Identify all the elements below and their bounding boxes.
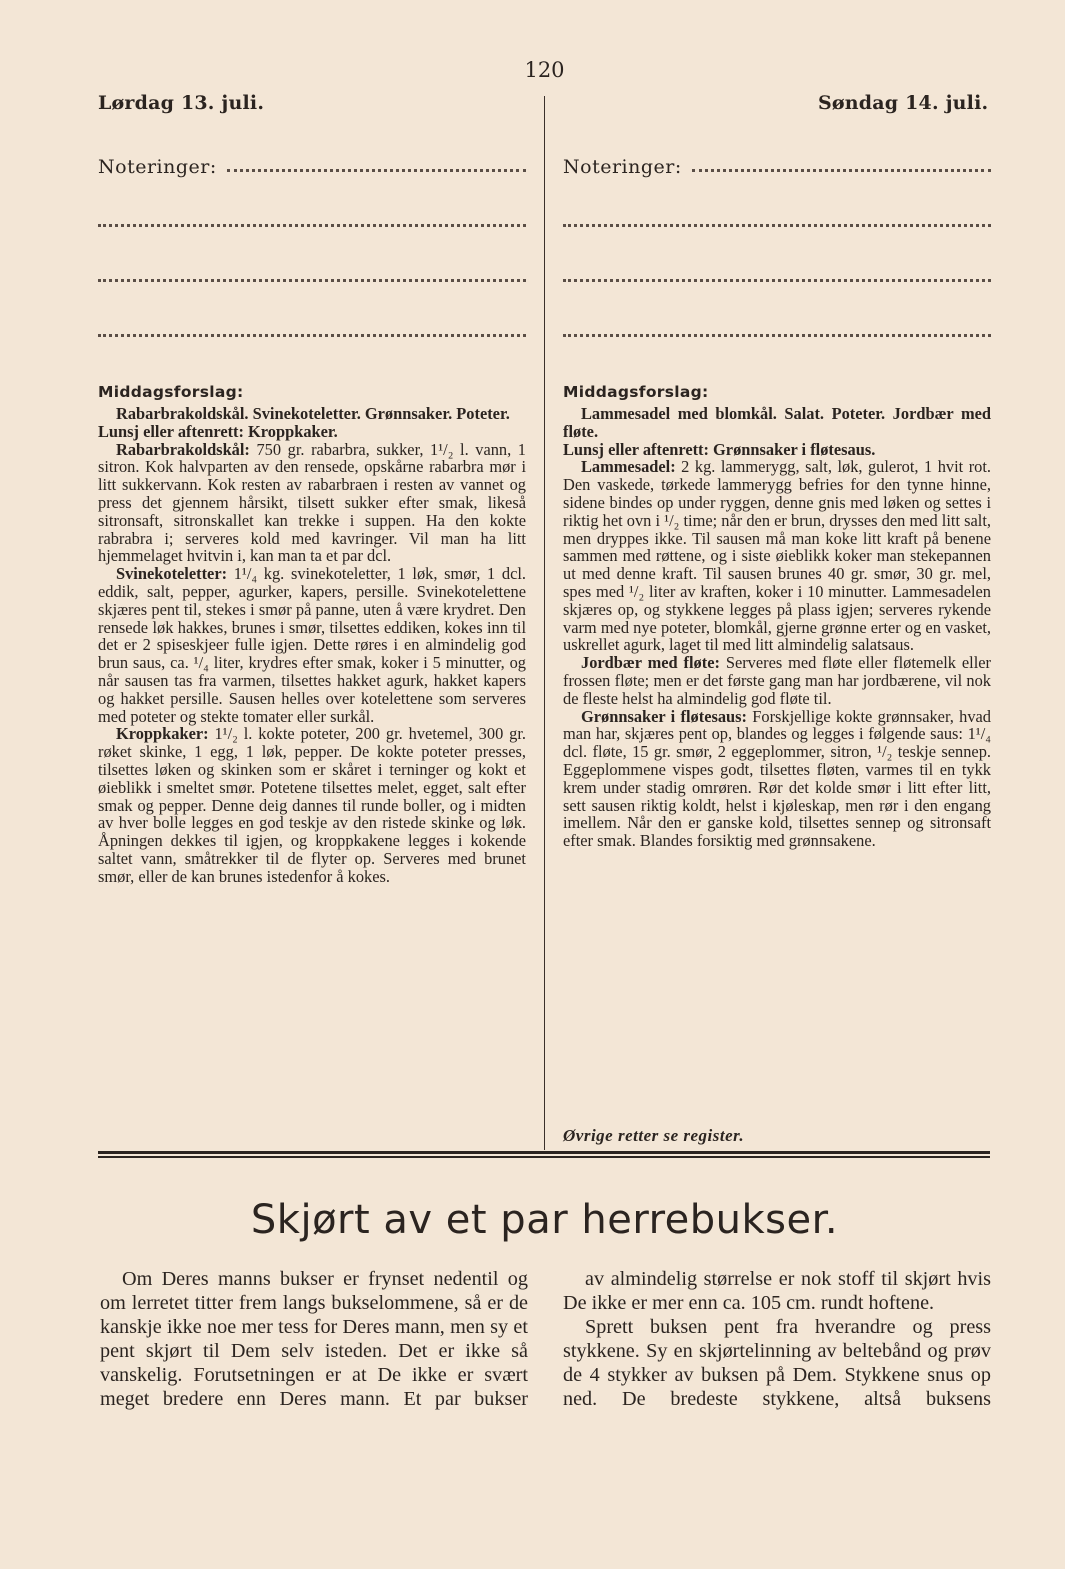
left-column	[98, 150, 526, 886]
right-notes-line	[563, 233, 991, 288]
page-number: 120	[524, 58, 565, 82]
dotted-line	[98, 212, 526, 227]
left-middag-label: Middagsforslag:	[98, 383, 244, 401]
article-paragraph: Om Deres manns bukser er frynset nedentil og om lerretet titter frem langs bukselommene, så er de kanskje ikke noe mer tess for Deres mann, men sy et pent skjørt til Dem selv isteden. Det er ikke så vanskelig. Forutsetningen er at De ikke er svært meget bredere enn Deres mann. Et par bukser	[100, 1268, 528, 1411]
dotted-line	[227, 157, 526, 172]
recipe-heading: Rabarbrakoldskål. Svinekoteletter. Grønnsaker. Poteter.	[116, 404, 510, 423]
recipe-heading: Rabarbrakoldskål:	[116, 439, 250, 459]
article-title: Skjørt av et par herrebukser.	[250, 1197, 839, 1243]
recipe-heading: Grønnsaker i fløtesaus:	[581, 706, 747, 726]
recipe-text: 1¹/₂ l. kokte poteter, 200 gr. hvetemel, 300 gr. røket skinke, 1 egg, 1 løk, pepper. De kokte poteter presses, tilsettes løken og skinken som er skåret i terninger og kokt et øieblikk i smeltet smør. Potetene tilsettes melet, egget, salt efter smak og pepper. Denne deig dannes til runde boller, og i midten av hver bolle legges en god teskje av den ristede skinke og løk. Åpningen dekkes til igjen, og kroppkakene legges i kokende saltet vann, småtrekker til de flyter op. Serveres med brunet smør, eller de kan brunes istedenfor å kokes.	[98, 724, 526, 886]
dotted-line	[98, 267, 526, 282]
right-day-heading: Søndag 14. juli.	[818, 92, 989, 114]
recipe-paragraph	[563, 654, 991, 707]
recipe-paragraph	[563, 441, 991, 459]
dotted-line	[692, 157, 991, 172]
recipe-paragraph	[563, 405, 991, 441]
dotted-line	[98, 322, 526, 337]
article-right-column	[563, 1267, 991, 1412]
recipe-heading: Kroppkaker:	[116, 724, 209, 744]
recipe-paragraph	[563, 458, 991, 654]
section-rule	[98, 1151, 990, 1154]
left-notes-line	[98, 288, 526, 343]
right-middag-label: Middagsforslag:	[563, 383, 709, 401]
left-recipes	[98, 405, 526, 886]
recipe-text: Forskjellige kokte grønnsaker, hvad man har, skjæres pent op, blandes og legges i følgende saus: 1¹/₄ dcl. fløte, 15 gr. smør, 2 eggeplommer, sitron, ¹/₂ teskje sennep. Eggeplommene vispes godt, tilsettes fløten, varmes til en tykk krem under stadig omrøren. Rør det kolde smør i litt efter litt, sett sausen riktig koldt, helst i kjøleskap, men rør i den engang imellem. Når den er ganske kold, tilsettes sennep og sitronsaft efter smak. Blandes forsiktig med grønnsakene.	[563, 706, 991, 851]
left-notes-line	[98, 178, 526, 233]
recipe-heading: Lunsj eller aftenrett: Grønnsaker i fløtesaus.	[563, 439, 876, 459]
right-recipes	[563, 405, 991, 850]
recipe-paragraph	[98, 565, 526, 725]
left-notes-line	[98, 233, 526, 288]
right-notes-line	[563, 178, 991, 233]
dotted-line	[563, 212, 991, 227]
recipe-paragraph	[98, 441, 526, 566]
article-paragraph: av almindelig størrelse er nok stoff til skjørt hvis De ikke er mer enn ca. 105 cm. rundt hoftene.	[563, 1268, 991, 1315]
recipe-paragraph	[563, 708, 991, 850]
recipe-paragraph	[98, 423, 526, 441]
recipe-text: 1¹/₄ kg. svinekoteletter, 1 løk, smør, 1 dcl. eddik, salt, pepper, agurker, kapers, persille. Svinekotelettene skjæres pent til, stekes i smør på panne, uten å være krydret. Den rensede løk hakkes, brunes i smør, tilsettes eddiken, kokes inn til det er 2 spiseskjeer fulle igjen. Dette røres i en almindelig god brun saus, ca. ¹/₄ liter, krydres efter smak, koker i 5 minutter, og når sausen tas fra varmen, tilsettes hakket agurk, hakket kapers og hakket persille. Sausen helles over kotelettene som serveres med poteter og stekte tomater eller surkål.	[98, 564, 526, 726]
recipe-text: 2 kg. lammerygg, salt, løk, gulerot, 1 hvit rot. Den vaskede, tørkede lammerygg befries for den tynne hinne, sidene bindes op under ryggen, denne gnis med løken og settes i riktig het ovn i ¹/₂ time; når den er brun, drysses den med litt salt, men dryppes ikke. Til sausen må man koke litt kraft på benene sammen med røttene, og i siste øieblikk koker man stekepannen ut med denne kraft. Til sausen brunes 40 gr. smør, 30 gr. mel, spes med ¹/₂ liter av kraften, koker i 10 minutter. Lammesadelen skjæres op, og stykkene legges på plass igjen; serveres rykende varm med nye poteter, blomkål, gjerne grønne erter og en vasket, uskrellet agurk, laget til med litt almindelig salatsaus.	[563, 457, 991, 655]
left-notes-label: Noteringer:	[98, 156, 217, 178]
right-notes-line	[563, 150, 991, 178]
recipe-heading: Lammesadel:	[581, 457, 676, 477]
article-left-column	[100, 1267, 528, 1412]
dotted-line	[563, 267, 991, 282]
section-rule	[98, 1156, 990, 1158]
recipe-heading: Lammesadel med blomkål. Salat. Poteter. Jordbær med fløte.	[563, 404, 991, 441]
recipe-heading: Jordbær med fløte:	[581, 653, 720, 673]
right-notes-line	[563, 288, 991, 343]
recipe-text: Serveres med fløte eller fløtemelk eller frossen fløte; men er det første gang man har jordbærene, vil nok de fleste helst ha almindelig god fløte til.	[563, 653, 991, 708]
article-paragraph: Sprett buksen pent fra hverandre og press stykkene. Sy en skjørtelinning av beltebånd og prøv de 4 stykker av buksen på Dem. Stykkene snus op ned. De bredeste stykkene, altså buksens	[563, 1316, 991, 1411]
recipe-text: 750 gr. rabarbra, sukker, 1¹/₂ l. vann, 1 sitron. Kok halvparten av den rensede, opskårne rabarbra mør i litt sukkervann. Kok resten av rabarbraen i resten av vannet og press det gjennem hårsikt, tilsett sukker efter smak, likeså sitronsaft, sitronskallet kan trekke i suppen. Ha den kokte rabrabra i; serveres kold med kavringer. Vil man ha litt hjemmelaget hvitvin i, kan man ta et par dcl.	[98, 439, 526, 566]
column-divider	[544, 96, 545, 1150]
recipe-heading: Lunsj eller aftenrett: Kroppkaker.	[98, 421, 338, 441]
recipe-paragraph	[98, 725, 526, 885]
right-notes-label: Noteringer:	[563, 156, 682, 178]
right-column	[563, 150, 991, 850]
recipe-heading: Svinekoteletter:	[116, 564, 228, 584]
left-day-heading: Lørdag 13. juli.	[98, 92, 265, 114]
register-note: Øvrige retter se register.	[563, 1126, 745, 1145]
left-notes-line	[98, 150, 526, 178]
recipe-paragraph	[98, 405, 526, 423]
dotted-line	[563, 322, 991, 337]
